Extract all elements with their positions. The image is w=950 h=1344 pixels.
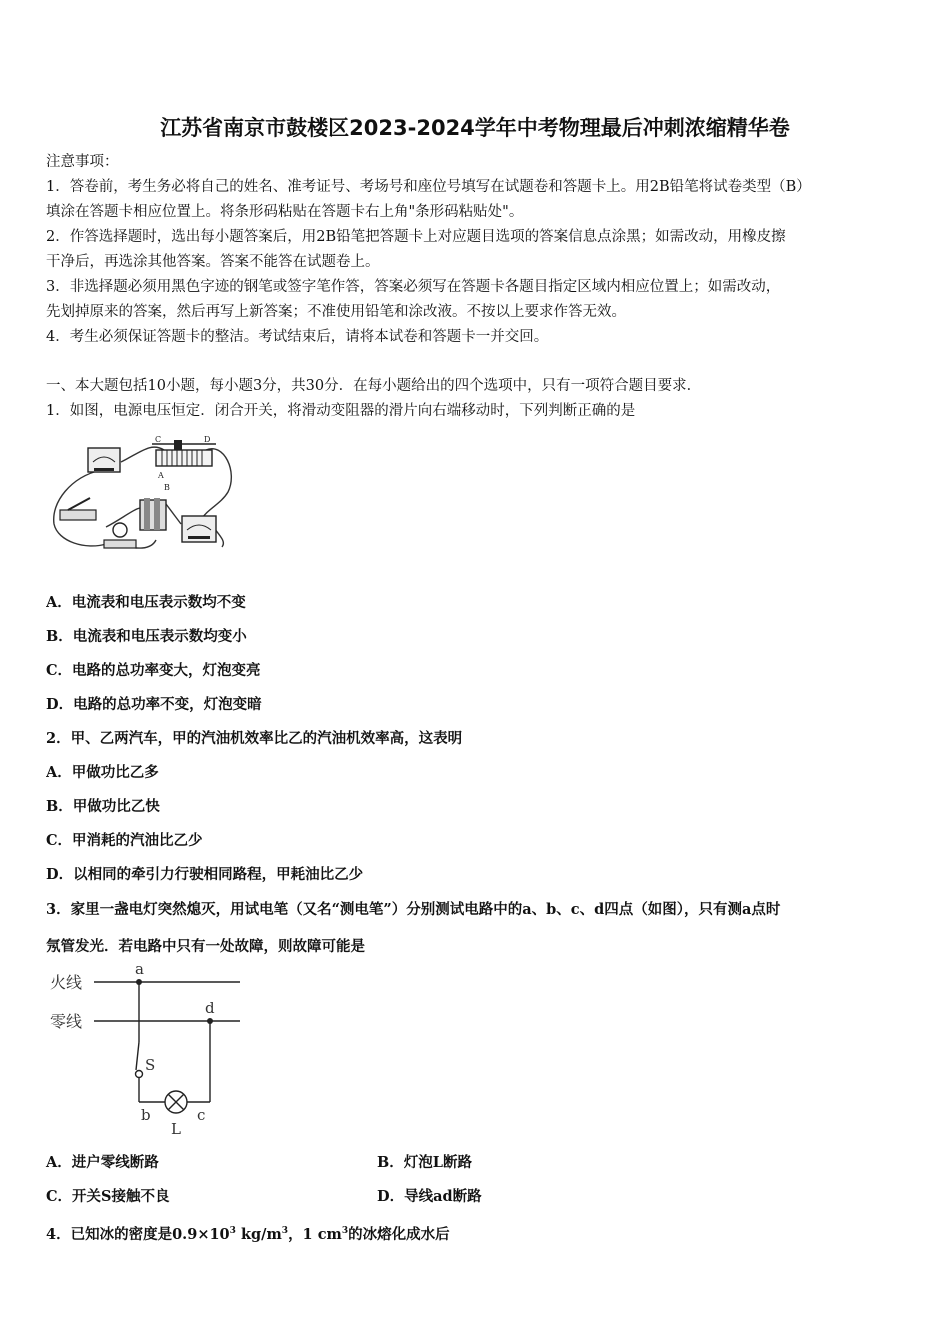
voltmeter-icon — [182, 516, 216, 542]
neutral-wire-label: 零线 — [50, 1012, 83, 1031]
terminal-label-b: B — [164, 483, 170, 492]
terminal-label-c: C — [155, 435, 162, 444]
q4-exponent: 3 — [229, 1226, 236, 1236]
q4-volume-exponent: 3 — [341, 1226, 349, 1236]
q1-option-d: D．电路的总功率不变，灯泡变暗 — [46, 696, 262, 713]
notice-heading: 注意事项： — [46, 154, 119, 170]
q4-text-pre: 4．已知冰的密度是0.9×10 — [46, 1225, 230, 1243]
page-title: 江苏省南京市鼓楼区2023-2024学年中考物理最后冲刺浓缩精华卷 — [160, 116, 790, 140]
point-b-label: b — [141, 1106, 151, 1124]
notice-line: 先划掉原来的答案，然后再写上新答案；不准使用铅笔和涂改液。不按以上要求作答无效。 — [46, 304, 626, 320]
point-c-label: c — [197, 1106, 206, 1124]
q2-option-c: C．甲消耗的汽油比乙少 — [46, 832, 203, 849]
notice-line: 干净后，再选涂其他答案。答案不能答在试题卷上。 — [46, 254, 380, 270]
q3-option-a: A．进户零线断路 — [46, 1154, 159, 1171]
notice-line: 3．非选择题必须用黑色字迹的钢笔或签字笔作答，答案必须写在答题卡各题目指定区域内相应位置上；如需改动， — [46, 279, 781, 295]
question-3-stem-cont: 氖管发光．若电路中只有一处故障，则故障可能是 — [46, 938, 365, 955]
terminal-label-d: D — [204, 435, 211, 444]
q3-option-c: C．开关S接触不良 — [46, 1188, 170, 1205]
q2-option-b: B．甲做功比乙快 — [46, 798, 160, 815]
live-wire-label: 火线 — [50, 973, 83, 992]
notice-line: 1．答卷前，考生务必将自己的姓名、准考证号、考场号和座位号填写在试题卷和答题卡上。用2B铅笔将试卷类型（B） — [46, 179, 811, 195]
q1-option-b: B．电流表和电压表示数均变小 — [46, 628, 247, 645]
q1-option-a: A．电流表和电压表示数均不变 — [46, 594, 246, 611]
lamp-l-label: L — [171, 1120, 181, 1138]
q3-option-b: B．灯泡L断路 — [377, 1154, 472, 1171]
battery-icon — [140, 498, 166, 530]
circuit-diagram-figure — [46, 432, 246, 557]
q3-option-d: D．导线ad断路 — [377, 1188, 482, 1205]
question-2-stem: 2．甲、乙两汽车，甲的汽油机效率比乙的汽油机效率高，这表明 — [46, 730, 463, 747]
ammeter-icon — [88, 448, 120, 472]
household-circuit-figure — [46, 962, 246, 1138]
point-d-label: d — [205, 999, 215, 1017]
section-heading: 一、本大题包括10小题，每小题3分，共30分．在每小题给出的四个选项中，只有一项符合题目要求． — [46, 378, 702, 394]
q4-unit: kg/m — [235, 1225, 282, 1243]
q1-option-c: C．电路的总功率变大，灯泡变亮 — [46, 662, 261, 679]
switch-s-label: S — [145, 1056, 156, 1074]
switch-icon — [60, 498, 96, 520]
q4-volume: ，1 cm — [288, 1225, 342, 1243]
question-3-stem: 3．家里一盏电灯突然熄灭，用试电笔（又名“测电笔”）分别测试电路中的a、b、c、d四点（如图），只有测a点时 — [46, 901, 781, 918]
q2-option-d: D．以相同的牵引力行驶相同路程，甲耗油比乙少 — [46, 866, 364, 883]
question-1-stem: 1．如图，电源电压恒定．闭合开关，将滑动变阻器的滑片向右端移动时，下列判断正确的是 — [46, 403, 636, 419]
q4-unit-exponent: 3 — [281, 1226, 289, 1236]
question-4-stem — [46, 1221, 916, 1245]
notice-line: 4．考生必须保证答题卡的整洁。考试结束后，请将本试卷和答题卡一并交回。 — [46, 329, 549, 345]
notice-line: 填涂在答题卡相应位置上。将条形码粘贴在答题卡右上角"条形码粘贴处"。 — [46, 204, 524, 220]
notice-line: 2．作答选择题时，选出每小题答案后，用2B铅笔把答题卡上对应题目选项的答案信息点涂黑；如需改动，用橡皮擦 — [46, 229, 786, 245]
point-a-label: a — [135, 962, 144, 978]
q4-text-post: 的冰熔化成水后 — [348, 1225, 450, 1243]
light-bulb-icon — [104, 523, 136, 548]
terminal-label-a: A — [158, 471, 164, 480]
q2-option-a: A．甲做功比乙多 — [46, 764, 159, 781]
